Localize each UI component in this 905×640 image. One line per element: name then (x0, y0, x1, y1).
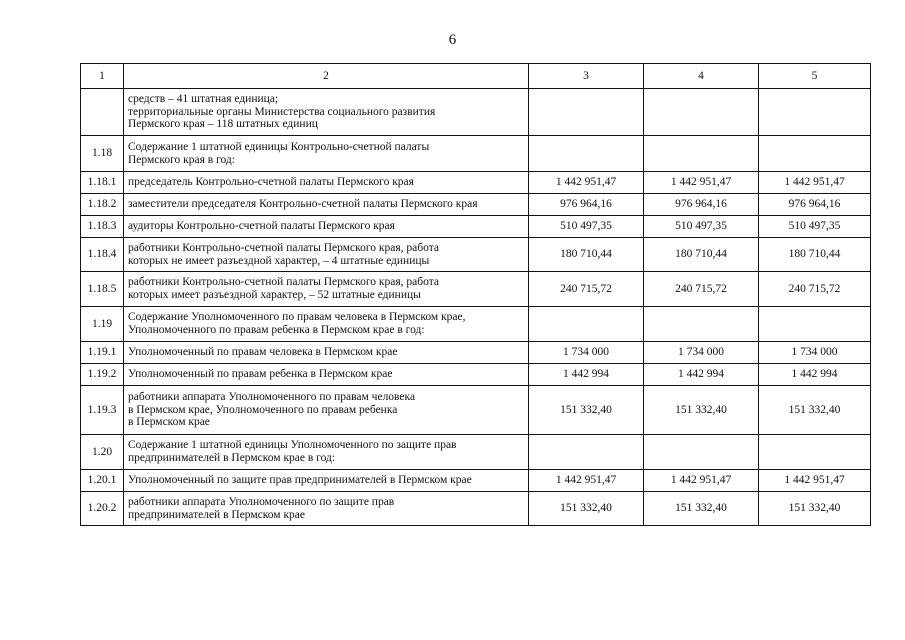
table-header-row (81, 64, 871, 89)
row-value-col5-cell: 180 710,44 (759, 238, 871, 272)
row-value-col4-cell: 151 332,40 (644, 386, 759, 435)
budget-table (80, 63, 871, 526)
row-value-col3-cell: 1 442 994 (529, 364, 644, 386)
table-row (81, 136, 871, 172)
row-number-cell: 1.19 (81, 307, 124, 342)
row-description-cell: работники Контрольно-счетной палаты Пермского края, работа которых имеет разъездной характер, – 52 штатные единицы (124, 272, 529, 307)
row-description-cell: Уполномоченный по правам ребенка в Пермском крае (124, 364, 529, 386)
row-description-cell: Уполномоченный по правам человека в Пермском крае (124, 342, 529, 364)
row-value-col3-cell (529, 307, 644, 342)
table-row (81, 435, 871, 470)
row-number-cell: 1.18.3 (81, 216, 124, 238)
row-value-col3-cell: 1 734 000 (529, 342, 644, 364)
row-value-col5-cell: 240 715,72 (759, 272, 871, 307)
row-value-col3-cell: 1 442 951,47 (529, 172, 644, 194)
row-value-col3-cell: 180 710,44 (529, 238, 644, 272)
row-value-col4-cell (644, 89, 759, 136)
row-description-cell: Содержание 1 штатной единицы Уполномоченного по защите прав предпринимателей в Пермском крае в год: (124, 435, 529, 470)
row-value-col4-cell: 510 497,35 (644, 216, 759, 238)
row-value-col3-cell: 510 497,35 (529, 216, 644, 238)
row-value-col5-cell (759, 435, 871, 470)
table-row (81, 272, 871, 307)
row-number-cell: 1.19.1 (81, 342, 124, 364)
table-row (81, 307, 871, 342)
row-number-cell: 1.18 (81, 136, 124, 172)
row-value-col4-cell: 1 442 951,47 (644, 172, 759, 194)
row-description-cell: работники аппарата Уполномоченного по правам человека в Пермском крае, Уполномоченного по правам ребенка в Пермском крае (124, 386, 529, 435)
table-row (81, 216, 871, 238)
row-value-col5-cell (759, 89, 871, 136)
row-value-col5-cell: 510 497,35 (759, 216, 871, 238)
row-value-col4-cell: 1 442 994 (644, 364, 759, 386)
row-description-cell: аудиторы Контрольно-счетной палаты Пермского края (124, 216, 529, 238)
row-description-cell: работники аппарата Уполномоченного по защите прав предпринимателей в Пермском крае (124, 492, 529, 526)
row-value-col5-cell (759, 307, 871, 342)
row-value-col5-cell: 1 734 000 (759, 342, 871, 364)
row-value-col5-cell: 151 332,40 (759, 386, 871, 435)
row-value-col3-cell (529, 89, 644, 136)
row-value-col5-cell: 1 442 994 (759, 364, 871, 386)
row-value-col4-cell: 976 964,16 (644, 194, 759, 216)
row-value-col4-cell: 240 715,72 (644, 272, 759, 307)
page-number: 6 (448, 32, 457, 48)
row-description-cell: Содержание 1 штатной единицы Контрольно-счетной палаты Пермского края в год: (124, 136, 529, 172)
column-header-3: 3 (529, 64, 644, 89)
row-value-col3-cell: 1 442 951,47 (529, 470, 644, 492)
row-value-col5-cell: 1 442 951,47 (759, 470, 871, 492)
table-row (81, 172, 871, 194)
row-number-cell: 1.20 (81, 435, 124, 470)
row-value-col5-cell: 1 442 951,47 (759, 172, 871, 194)
table-row (81, 470, 871, 492)
row-number-cell: 1.18.2 (81, 194, 124, 216)
row-value-col5-cell (759, 136, 871, 172)
row-number-cell: 1.19.2 (81, 364, 124, 386)
row-number-cell: 1.18.4 (81, 238, 124, 272)
row-description-cell: работники Контрольно-счетной палаты Пермского края, работа которых не имеет разъездной характер, – 4 штатные единицы (124, 238, 529, 272)
column-header-2: 2 (124, 64, 529, 89)
row-value-col5-cell: 151 332,40 (759, 492, 871, 526)
row-value-col3-cell: 240 715,72 (529, 272, 644, 307)
row-value-col4-cell: 151 332,40 (644, 492, 759, 526)
column-header-4: 4 (644, 64, 759, 89)
row-description-cell: Уполномоченный по защите прав предпринимателей в Пермском крае (124, 470, 529, 492)
row-number-cell: 1.18.1 (81, 172, 124, 194)
table-row (81, 89, 871, 136)
column-header-1: 1 (81, 64, 124, 89)
table-row (81, 364, 871, 386)
row-value-col3-cell: 976 964,16 (529, 194, 644, 216)
row-number-cell: 1.20.2 (81, 492, 124, 526)
row-value-col3-cell (529, 435, 644, 470)
table-row (81, 492, 871, 526)
row-description-cell: председатель Контрольно-счетной палаты Пермского края (124, 172, 529, 194)
row-description-cell: заместители председателя Контрольно-счетной палаты Пермского края (124, 194, 529, 216)
row-number-cell (81, 89, 124, 136)
table-row (81, 238, 871, 272)
row-number-cell: 1.20.1 (81, 470, 124, 492)
column-header-5: 5 (759, 64, 871, 89)
row-value-col4-cell (644, 307, 759, 342)
row-value-col4-cell: 180 710,44 (644, 238, 759, 272)
row-value-col4-cell (644, 136, 759, 172)
row-number-cell: 1.18.5 (81, 272, 124, 307)
row-value-col3-cell: 151 332,40 (529, 492, 644, 526)
table-row (81, 386, 871, 435)
row-value-col5-cell: 976 964,16 (759, 194, 871, 216)
table-row (81, 194, 871, 216)
row-description-cell: Содержание Уполномоченного по правам человека в Пермском крае, Уполномоченного по правам ребенка в Пермском крае в год: (124, 307, 529, 342)
row-value-col3-cell (529, 136, 644, 172)
row-value-col4-cell: 1 734 000 (644, 342, 759, 364)
row-description-cell: средств – 41 штатная единица; территориальные органы Министерства социального развития Пермского края – 118 штатных единиц (124, 89, 529, 136)
table-row (81, 342, 871, 364)
row-value-col3-cell: 151 332,40 (529, 386, 644, 435)
row-number-cell: 1.19.3 (81, 386, 124, 435)
row-value-col4-cell: 1 442 951,47 (644, 470, 759, 492)
row-value-col4-cell (644, 435, 759, 470)
